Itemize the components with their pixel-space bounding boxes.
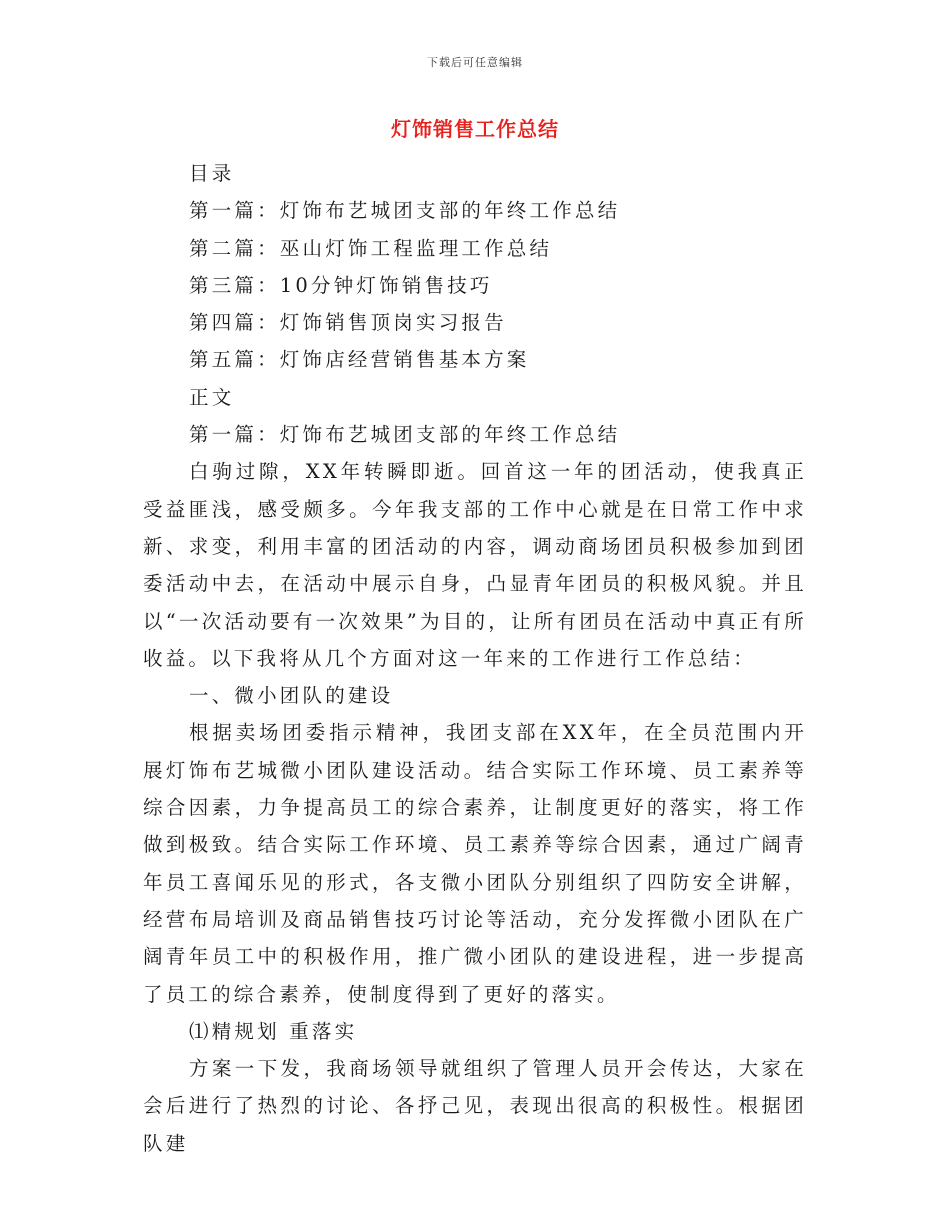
toc-item: 第四篇：灯饰销售顶岗实习报告 (189, 311, 507, 335)
toc-item: 第五篇：灯饰店经营销售基本方案 (189, 348, 530, 372)
body-paragraph: 根据卖场团委指示精神，我团支部在XX年，在全员范围内开展灯饰布艺城微小团队建设活动。结合实际工作环境、员工素养等综合因素，力争提高员工的综合素养，让制度更好的落实，将工作做到极致。结合实际工作环境、员工素养等综合因素，通过广阔青年员工喜闻乐见的形式，各支微小团队分别组织了四防安全讲解，经营布局培训及商品销售技巧讨论等活动，充分发挥微小团队在广阔青年员工中的积极作用，推广微小团队的建设进程，进一步提高了员工的综合素养，使制度得到了更好的落实。 (143, 721, 807, 1006)
body-heading: 正文 (189, 385, 235, 409)
toc-heading: 目录 (189, 162, 235, 185)
header-note: 下载后可任意编辑 (427, 56, 523, 69)
document-body (143, 155, 807, 1162)
document-title: 灯饰销售工作总结 (391, 117, 559, 141)
body-paragraph: 方案一下发，我商场领导就组织了管理人员开会传达，大家在会后进行了热烈的讨论、各抒己见，表现出很高的积极性。根据团队建 (143, 1057, 807, 1155)
chapter-title: 第一篇：灯饰布艺城团支部的年终工作总结 (189, 423, 621, 447)
section-heading: 一、微小团队的建设 (189, 684, 394, 708)
toc-item: 第二篇：巫山灯饰工程监理工作总结 (189, 236, 553, 260)
toc-item: 第三篇：10分钟灯饰销售技巧 (189, 273, 493, 297)
subsection-heading: ⑴精规划 重落实 (189, 1019, 358, 1043)
body-paragraph: 白驹过隙，XX年转瞬即逝。回首这一年的团活动，使我真正受益匪浅，感受颇多。今年我支部的工作中心就是在日常工作中求新、求变，利用丰富的团活动的内容，调动商场团员积极参加到团委活动中去，在活动中展示自身，凸显青年团员的积极风貌。并且以“一次活动要有一次效果”为目的，让所有团员在活动中真正有所收益。以下我将从几个方面对这一年来的工作进行工作总结： (143, 460, 807, 670)
toc-item: 第一篇：灯饰布艺城团支部的年终工作总结 (189, 199, 621, 223)
